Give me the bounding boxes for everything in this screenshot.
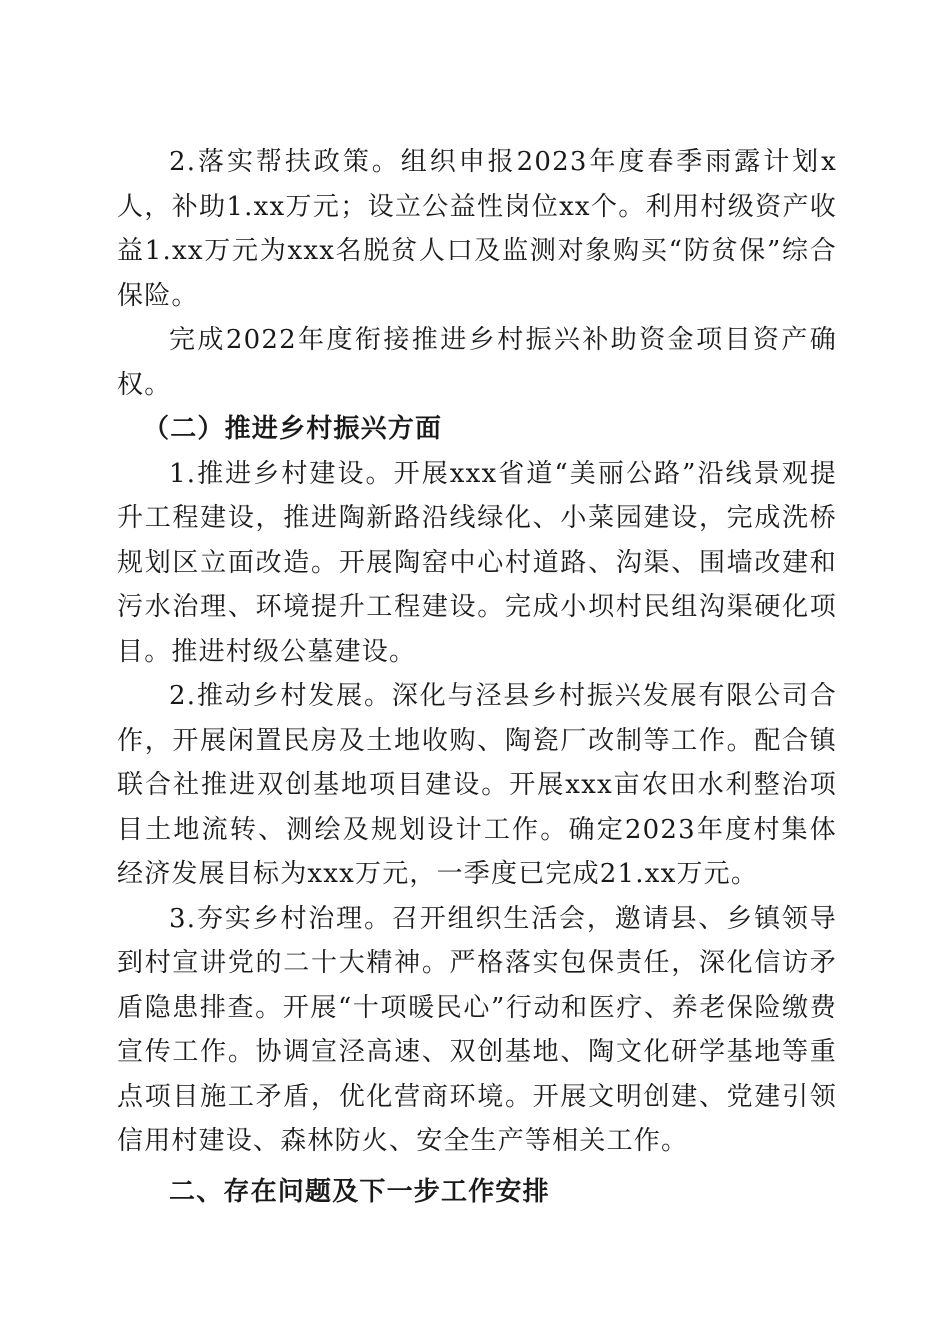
paragraph-asset-confirmation: 完成2022年度衔接推进乡村振兴补助资金项目资产确权。 <box>117 325 837 400</box>
paragraph-rural-construction: 1.推进乡村建设。开展xxx省道“美丽公路”沿线景观提升工程建设，推进陶新路沿线绿化、小菜园建设，完成洗桥规划区立面改造。开展陶窑中心村道路、沟渠、围墙改建和污水治理、环境提升工程建设。完成小坝村民组沟渠硬化项目。推进村级公墓建设。 <box>117 458 837 667</box>
paragraph-rural-development: 2.推动乡村发展。深化与泾县乡村振兴发展有限公司合作，开展闲置民房及土地收购、陶瓷厂改制等工作。配合镇联合社推进双创基地项目建设。开展xxx亩农田水利整治项目土地流转、测绘及规划设计工作。确定2023年度村集体经济发展目标为xxx万元，一季度已完成21.xx万元。 <box>117 681 837 889</box>
paragraph-rural-governance: 3.夯实乡村治理。召开组织生活会，邀请县、乡镇领导到村宣讲党的二十大精神。严格落实包保责任，深化信访矛盾隐患排查。开展“十项暖民心”行动和医疗、养老保险缴费宣传工作。协调宣泾高速、双创基地、陶文化研学基地等重点项目施工矛盾，优化营商环境。开展文明创建、党建引领信用村建设、森林防火、安全生产等相关工作。 <box>117 903 837 1156</box>
subsection-heading-rural-revitalization: （二）推进乡村振兴方面 <box>143 414 443 444</box>
document-body <box>117 140 837 1216</box>
section-heading-problems-next-steps: 二、存在问题及下一步工作安排 <box>169 1176 550 1207</box>
paragraph-assistance-policy: 2.落实帮扶政策。组织申报2023年度春季雨露计划x人，补助1.xx万元；设立公益性岗位xx个。利用村级资产收益1.xx万元为xxx名脱贫人口及监测对象购买“防贫保”综合保险。 <box>117 147 837 311</box>
